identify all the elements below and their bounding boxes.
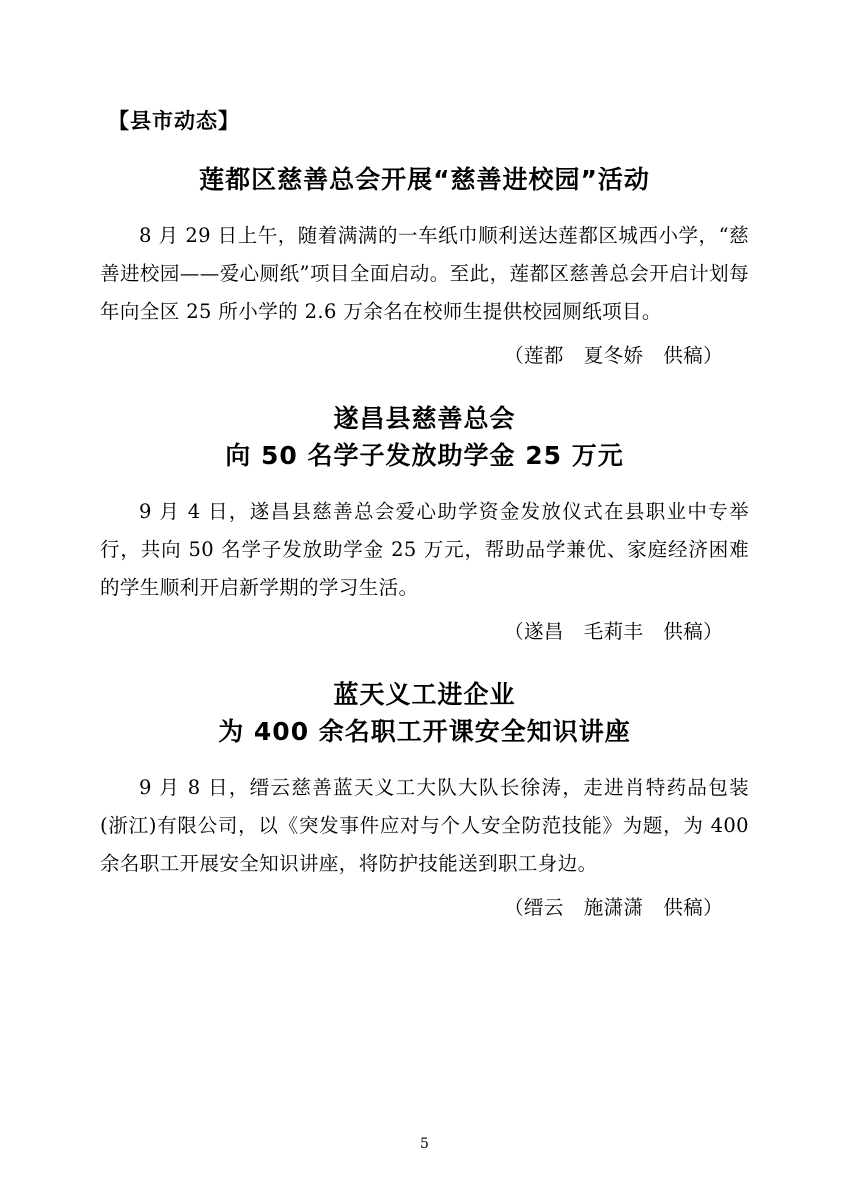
article-3-headline-line-2: 为 400 余名职工开课安全知识讲座 (218, 717, 631, 747)
page-number: 5 (420, 1136, 429, 1152)
article-3-headline-line-1: 蓝天义工进企业 (333, 679, 516, 709)
article-2-paragraph-1: 9 月 4 日，遂昌县慈善总会爱心助学资金发放仪式在县职业中专举行，共向 50 名学子发放助学金 25 万元，帮助品学兼优、家庭经济困难的学生顺利开启新学期的学习生活。 (100, 499, 749, 599)
article-2-byline: （遂昌 毛莉丰 供稿） (504, 619, 723, 643)
article-2-headline-line-2: 向 50 名学子发放助学金 25 万元 (225, 441, 624, 471)
section-tag: 【县市动态】 (108, 109, 240, 133)
article-1-headline (100, 161, 749, 199)
article-3 (100, 676, 749, 926)
article-1 (100, 161, 749, 374)
article-1-headline-line-1: 莲都区慈善总会开展“慈善进校园”活动 (199, 165, 650, 194)
article-2-headline (100, 400, 749, 475)
article-1-byline: （莲都 夏冬娇 供稿） (504, 343, 723, 367)
article-1-paragraph-1: 8 月 29 日上午，随着满满的一车纸巾顺利送达莲都区城西小学，“慈善进校园——爱心厕纸”项目全面启动。至此，莲都区慈善总会开启计划每年向全区 25 所小学的 2.6 万余名在校师生提供校园厕纸项目。 (100, 223, 749, 323)
article-3-paragraph-1: 9 月 8 日，缙云慈善蓝天义工大队大队长徐涛，走进肖特药品包装(浙江)有限公司，以《突发事件应对与个人安全防范技能》为题，为 400 余名职工开展安全知识讲座，将防护技能送到职工身边。 (100, 775, 749, 875)
article-3-byline: （缙云 施潇潇 供稿） (504, 895, 723, 919)
article-2-headline-line-1: 遂昌县慈善总会 (333, 403, 516, 433)
article-3-headline (100, 676, 749, 751)
article-2 (100, 400, 749, 650)
